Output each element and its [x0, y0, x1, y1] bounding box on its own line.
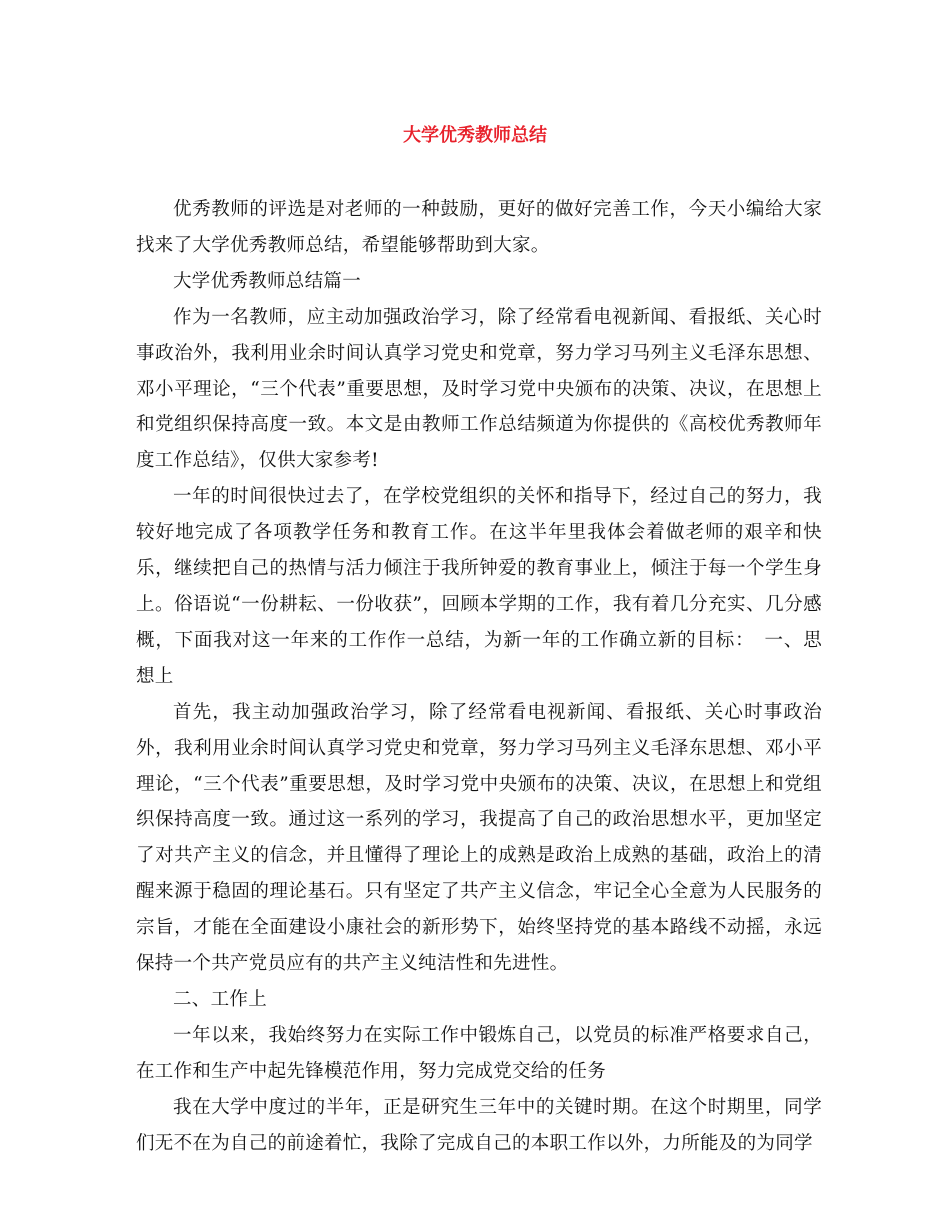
document-body	[136, 192, 822, 1161]
paragraph-year-review: 一年的时间很快过去了，在学校党组织的关怀和指导下，经过自己的努力，我较好地完成了各项教学任务和教育工作。在这半年里我体会着做老师的艰辛和快乐，继续把自己的热情与活力倾注于我所钟爱的教育事业上，倾注于每一个学生身上。俗语说“一份耕耘、一份收获”，回顾本学期的工作，我有着几分充实、几分感概，下面我对这一年来的工作作一总结，为新一年的工作确立新的目标： 一、思想上	[136, 486, 822, 687]
paragraph-ideology: 首先，我主动加强政治学习，除了经常看电视新闻、看报纸、关心时事政治外，我利用业余时间认真学习党史和党章，努力学习马列主义毛泽东思想、邓小平理论，“三个代表”重要思想，及时学习党中央颁布的决策、决议，在思想上和党组织保持高度一致。通过这一系列的学习，我提高了自己的政治思想水平，更加坚定了对共产主义的信念，并且懂得了理论上的成熟是政治上成熟的基础，政治上的清醒来源于稳固的理论基石。只有坚定了共产主义信念，牢记全心全意为人民服务的宗旨，才能在全面建设小康社会的新形势下，始终坚持党的基本路线不动摇，永远保持一个共产党员应有的共产主义纯洁性和先进性。	[136, 701, 822, 975]
paragraph-work-practice: 一年以来，我始终努力在实际工作中锻炼自己，以党员的标准严格要求自己，在工作和生产中起先锋模范作用，努力完成党交给的任务	[136, 1024, 822, 1082]
paragraph-graduate-period: 我在大学中度过的半年，正是研究生三年中的关键时期。在这个时期里，同学们无不在为自己的前途着忙，我除了完成自己的本职工作以外，力所能及的为同学	[136, 1096, 822, 1154]
document-title: 大学优秀教师总结	[403, 125, 547, 146]
paragraph-political-study: 作为一名教师，应主动加强政治学习，除了经常看电视新闻、看报纸、关心时事政治外，我利用业余时间认真学习党史和党章，努力学习马列主义毛泽东思想、邓小平理论，“三个代表”重要思想，及时学习党中央颁布的决策、决议，在思想上和党组织保持高度一致。本文是由教师工作总结频道为你提供的《高校优秀教师年度工作总结》，仅供大家参考!	[136, 306, 822, 472]
paragraph-intro: 优秀教师的评选是对老师的一种鼓励，更好的做好完善工作，今天小编给大家找来了大学优秀教师总结，希望能够帮助到大家。	[136, 199, 822, 256]
section-heading-work: 二、工作上	[173, 988, 268, 1010]
section-heading-part-one: 大学优秀教师总结篇一	[173, 270, 362, 292]
